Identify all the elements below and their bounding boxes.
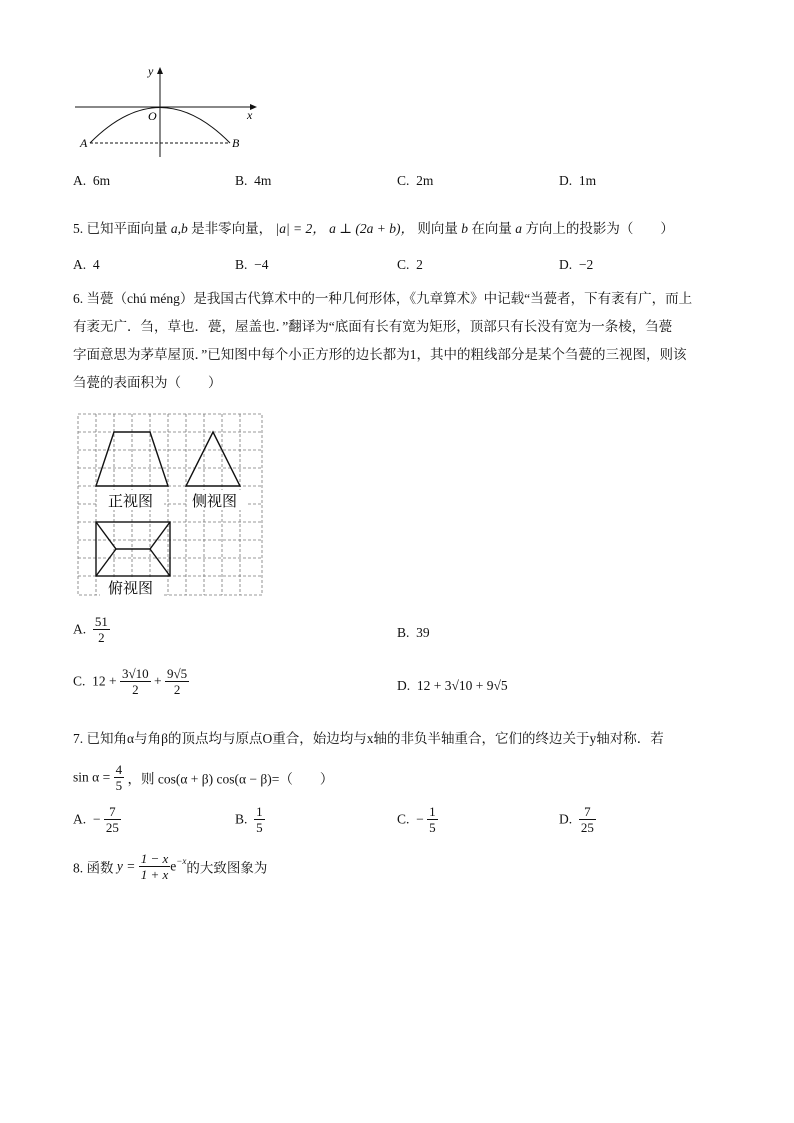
q5-option-b[interactable]: B. −4 <box>235 257 269 272</box>
q7-line-2: sin α = $\frac{4}{5}$ ，则 cos(α + β) cos(α − β)=（ ） <box>73 762 334 793</box>
fraction: $\frac{1}{5}$ <box>429 804 436 835</box>
side-view-triangle <box>186 432 240 486</box>
fraction: $\frac{9√5}{2}$ <box>167 666 188 697</box>
q4-option-a[interactable]: A. 6m <box>73 173 111 188</box>
top-view-ridge <box>96 522 170 549</box>
q4-option-d[interactable]: D. 1m <box>559 173 597 188</box>
fraction: $\frac{1 - x}{1 + x}$ <box>140 851 169 882</box>
q6-line-1: 6. 当甍（chú méng）是我国古代算术中的一种几何形体，《九章算术》中记载“当甍者，下有袤有广，而上 <box>73 291 693 306</box>
label-o: O <box>148 109 157 123</box>
q6-line-2: 有袤无广．刍，草也．甍，屋盖也．”翻译为“底面有长有宽为矩形，顶部只有长没有宽为一条棱，刍甍 <box>73 319 673 334</box>
label-x: x <box>247 108 253 122</box>
q5-option-d[interactable]: D. −2 <box>559 257 594 272</box>
q6-option-b[interactable]: B. 39 <box>397 625 430 640</box>
q7-line-1: 7. 已知角α与角β的顶点均与原点O重合，始边均与x轴的非负半轴重合，它们的终边关于y轴对称．若 <box>73 731 664 746</box>
top-view-label: 俯视图 <box>108 581 154 597</box>
q4-option-c[interactable]: C. 2m <box>397 173 434 188</box>
label-b: B <box>232 136 240 150</box>
q6-line-3: 字面意思为茅草屋顶．”已知图中每个小正方形的边长都为1，其中的粗线部分是某个刍甍的三视图，则该 <box>73 347 687 362</box>
q6-option-c[interactable]: C. 12 + $\frac{3√10}{2}$ + $\frac{9√5}{2}$ <box>73 666 188 697</box>
vectors-ab: a,b <box>170 221 188 236</box>
top-view-ridge-lower <box>96 549 116 576</box>
fraction: $\frac{3√10}{2}$ <box>122 666 149 697</box>
q5-option-c[interactable]: C. 2 <box>397 257 423 272</box>
q7-option-a[interactable]: A. − $\frac{7}{25}$ <box>73 804 119 835</box>
q6-option-a[interactable]: A. $\frac{51}{2}$ <box>73 614 108 645</box>
norm-condition: |a| = 2， <box>275 221 326 236</box>
three-view-figure <box>76 410 266 598</box>
label-a: A <box>80 136 88 150</box>
q7-option-c[interactable]: C. − $\frac{1}{5}$ <box>397 804 436 835</box>
fraction: $\frac{7}{25}$ <box>580 804 594 835</box>
front-view-label: 正视图 <box>108 494 154 510</box>
q5-option-a[interactable]: A. 4 <box>73 257 100 272</box>
q6-line-4: 刍甍的表面积为（ ） <box>73 375 222 390</box>
fraction: $\frac{4}{5}$ <box>115 762 123 793</box>
fraction: $\frac{51}{2}$ <box>94 614 108 645</box>
q8-stem: 8. 函数 y = $\frac{1 - x}{1 + x}$ $e^{-x}$的大致图象为 <box>73 851 268 882</box>
q6-option-d[interactable]: D. 12 + 3√10 + 9√5 <box>397 678 508 693</box>
q7-option-b[interactable]: B. $\frac{1}{5}$ <box>235 804 263 835</box>
side-view-label: 侧视图 <box>192 494 238 510</box>
fraction: $\frac{7}{25}$ <box>105 804 119 835</box>
q4-option-b[interactable]: B. 4m <box>235 173 272 188</box>
q5-stem: 5. 已知平面向量 a,b 是非零向量， |a| = 2， a ⊥ (2a + b)， 则向量 b 在向量 a 方向上的投影为（ ） <box>73 221 674 236</box>
label-y: y <box>148 64 154 78</box>
perp-condition: a ⊥ (2a + b)， <box>329 221 414 236</box>
q7-option-d[interactable]: D. $\frac{7}{25}$ <box>559 804 594 835</box>
y-axis-arrow <box>157 67 163 74</box>
parabola-graph <box>70 62 270 162</box>
fraction: $\frac{1}{5}$ <box>256 804 263 835</box>
